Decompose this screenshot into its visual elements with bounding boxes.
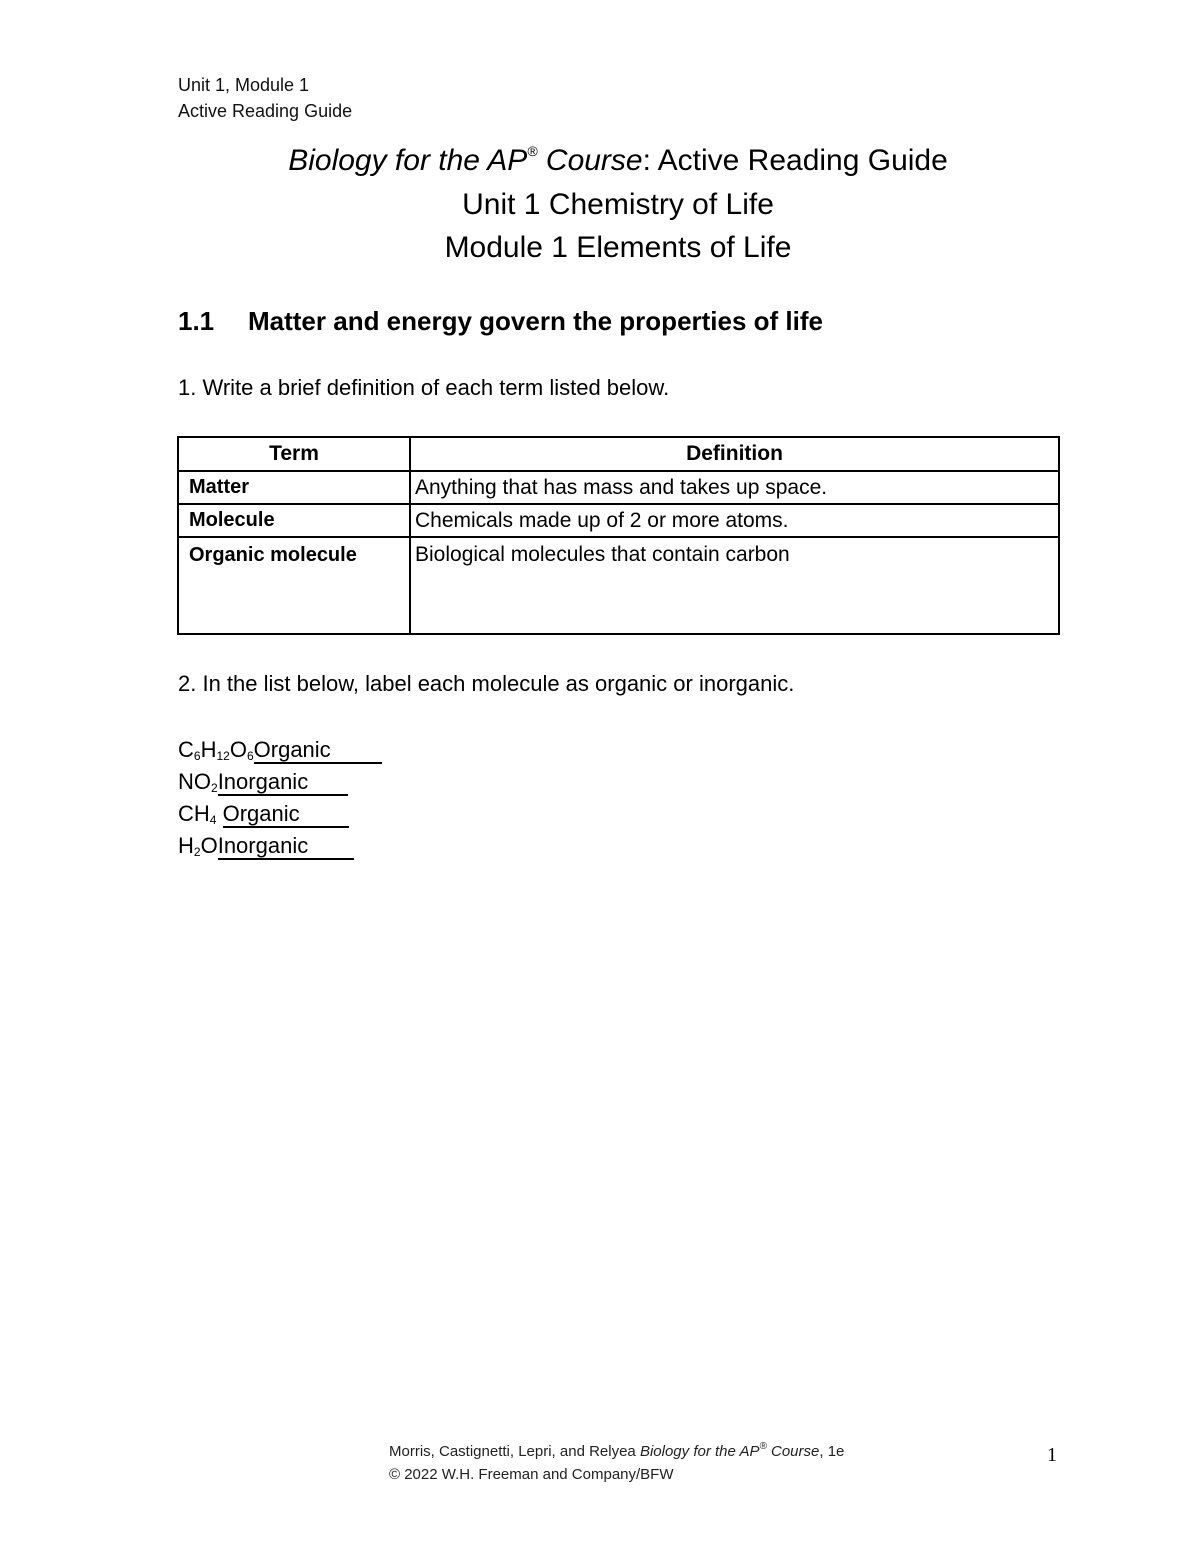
table-row xyxy=(178,537,1059,634)
running-header-guide: Active Reading Guide xyxy=(178,101,353,121)
table-row xyxy=(178,471,1059,504)
footer-citation: Morris, Castignetti, Lepri, and Relyea Biology for the AP® Course, 1e xyxy=(389,1441,845,1460)
molecule-item xyxy=(178,830,382,862)
question-2-prompt: 2. In the list below, label each molecule as organic or inorganic. xyxy=(178,671,795,696)
section-heading xyxy=(178,304,823,338)
definition-column-header: Definition xyxy=(410,437,1059,471)
guide-label: : Active Reading Guide xyxy=(642,144,948,177)
term-cell: Matter xyxy=(178,471,410,504)
answer-blank[interactable]: Organic xyxy=(223,802,349,828)
molecule-formula: $H_2O$ xyxy=(178,833,218,859)
module-title: Module 1 Elements of Life xyxy=(444,231,792,264)
answer-blank[interactable]: Organic xyxy=(254,738,382,764)
unit-title: Unit 1 Chemistry of Life xyxy=(462,188,774,221)
definition-cell[interactable]: Biological molecules that contain carbon xyxy=(410,537,1059,634)
page-footer xyxy=(389,1440,844,1486)
table-row xyxy=(178,504,1059,537)
molecule-formula: $NO_2$ xyxy=(178,769,218,795)
section-number: 1.1 xyxy=(178,306,215,336)
molecule-item xyxy=(178,766,382,798)
definitions-table xyxy=(177,436,1060,635)
answer-blank[interactable]: Inorganic xyxy=(218,834,354,860)
answer-blank[interactable]: Inorganic xyxy=(218,770,348,796)
page-number: 1 xyxy=(1047,1444,1057,1466)
table-header-row xyxy=(178,437,1059,471)
molecule-item xyxy=(178,798,382,830)
molecule-formula: $CH_4$ xyxy=(178,801,217,827)
book-title: Biology for the AP® Course xyxy=(288,143,643,177)
registered-mark: ® xyxy=(527,143,538,159)
molecule-item xyxy=(178,734,382,766)
definition-cell[interactable]: Chemicals made up of 2 or more atoms. xyxy=(410,504,1059,537)
molecule-list xyxy=(178,734,382,862)
footer-copyright: © 2022 W.H. Freeman and Company/BFW xyxy=(389,1466,674,1483)
question-1-prompt: 1. Write a brief definition of each term listed below. xyxy=(178,375,670,400)
definition-cell[interactable]: Anything that has mass and takes up space. xyxy=(410,471,1059,504)
term-cell: Organic molecule xyxy=(178,537,410,634)
molecule-formula: $C_6H_{12}O_6$ xyxy=(178,737,254,763)
term-cell: Molecule xyxy=(178,504,410,537)
document-title xyxy=(0,142,1200,180)
term-column-header: Term xyxy=(178,437,410,471)
running-header-unit: Unit 1, Module 1 xyxy=(178,75,310,95)
section-title: Matter and energy govern the properties of life xyxy=(248,306,823,336)
